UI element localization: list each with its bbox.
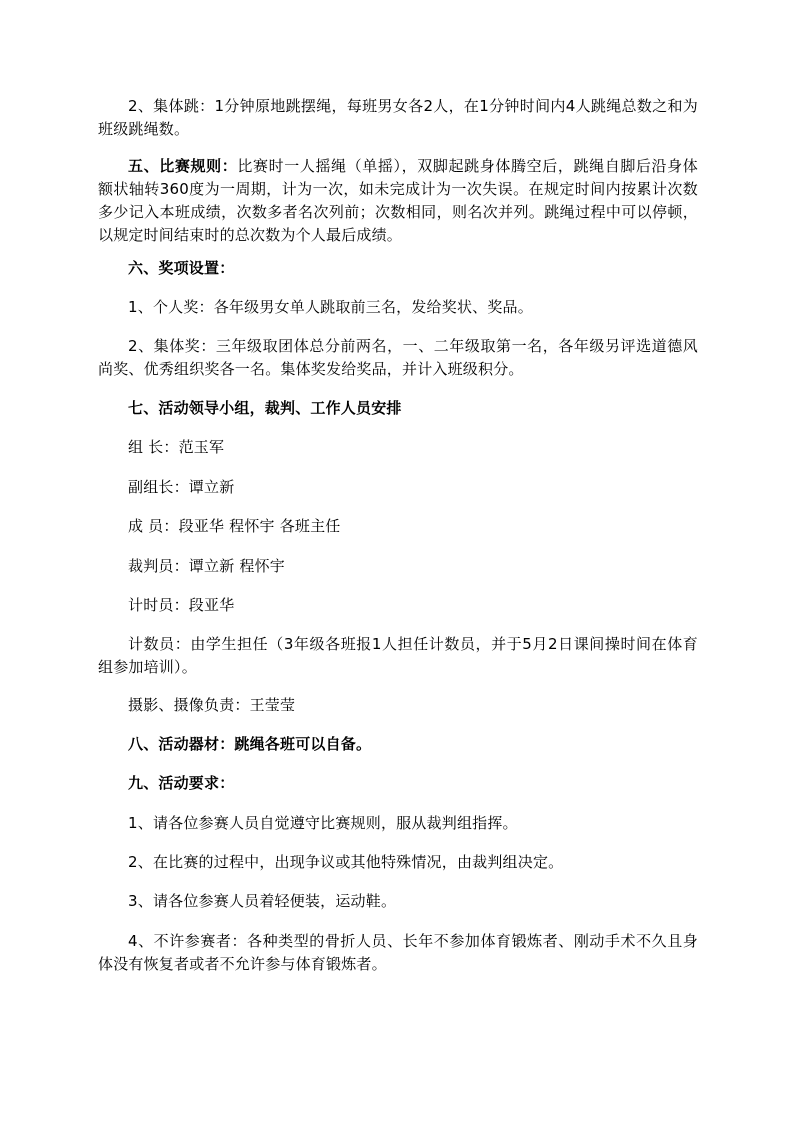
heading-competition-rules: 五、比赛规则：	[128, 157, 238, 175]
paragraph-requirement-3: 3、请各位参赛人员着轻便装，运动鞋。	[128, 892, 397, 910]
heading-leadership: 七、活动领导小组，裁判、工作人员安排	[128, 399, 402, 417]
heading-awards: 六、奖项设置：	[128, 259, 235, 277]
paragraph-leader: 组 长：范玉军	[128, 438, 225, 456]
text-competition-rules: 比赛时一人摇绳（单摇），双脚起跳身体腾空后，跳绳自脚后沿身体额状轴转360度为一周期，计为一次，如未完成计为一次失误。在规定时间内按累计次数多少记入本班成绩，次数多者名次列前；次数相同，则名次并列。跳绳过程中可以停顿，以规定时间结束时的总次数为个人最后成绩。	[98, 157, 698, 244]
paragraph-individual-award: 1、个人奖：各年级男女单人跳取前三名，发给奖状、奖品。	[128, 298, 533, 316]
paragraph-group-jump: 2、集体跳：1分钟原地跳摆绳，每班男女各2人，在1分钟时间内4人跳绳总数之和为班级跳绳数。	[98, 97, 698, 138]
paragraph-vice-leader: 副组长：谭立新	[128, 478, 235, 496]
paragraph-members: 成 员：段亚华 程怀宇 各班主任	[128, 517, 341, 535]
heading-equipment: 八、活动器材：跳绳各班可以自备。	[128, 735, 372, 753]
paragraph-requirement-1: 1、请各位参赛人员自觉遵守比赛规则，服从裁判组指挥。	[128, 814, 518, 832]
paragraph-requirement-4: 4、不许参赛者：各种类型的骨折人员、长年不参加体育锻炼者、刚动手术不久且身体没有恢复者或者不允许参与体育锻炼者。	[98, 932, 698, 973]
paragraph-requirement-2: 2、在比赛的过程中，出现争议或其他特殊情况，由裁判组决定。	[128, 853, 564, 871]
paragraph-counter: 计数员：由学生担任（3年级各班报1人担任计数员，并于5月2日课间操时间在体育组参加培训）。	[98, 635, 698, 676]
paragraph-timer: 计时员：段亚华	[128, 596, 235, 614]
heading-requirements: 九、活动要求：	[128, 774, 235, 792]
paragraph-group-award: 2、集体奖：三年级取团体总分前两名，一、二年级取第一名，各年级另评选道德风尚奖、优秀组织奖各一名。集体奖发给奖品，并计入班级积分。	[98, 337, 698, 378]
paragraph-referee: 裁判员：谭立新 程怀宇	[128, 557, 285, 575]
paragraph-photography: 摄影、摄像负责：王莹莹	[128, 696, 296, 714]
paragraph-competition-rules	[98, 155, 698, 247]
